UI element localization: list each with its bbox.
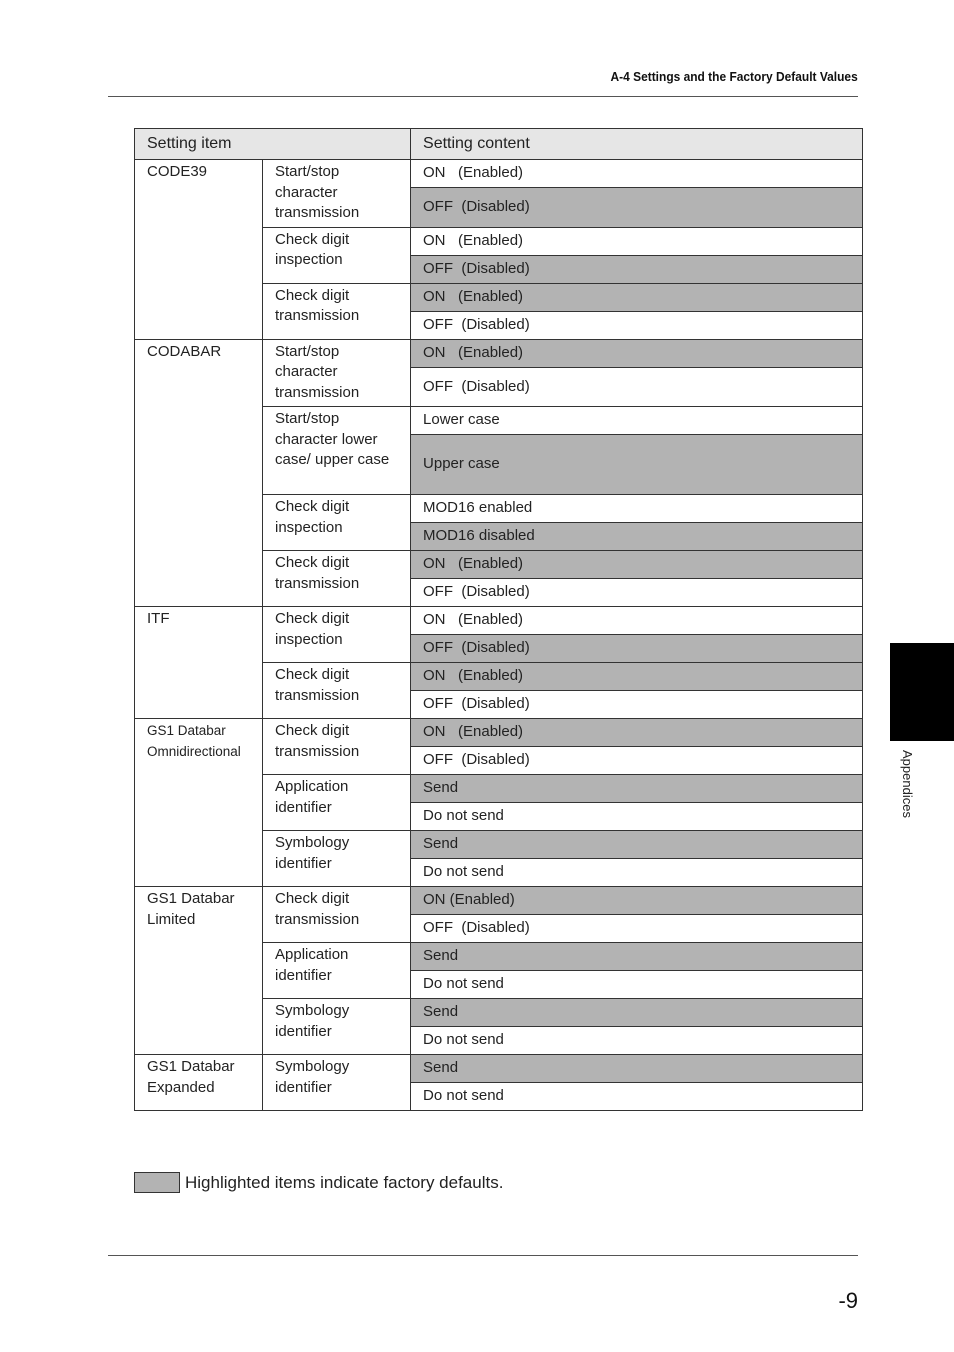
- setting-option-default: Send: [411, 1055, 863, 1083]
- setting-option-default: ON (Enabled): [411, 283, 863, 311]
- setting-option: OFF (Disabled): [411, 747, 863, 775]
- settings-table: [134, 128, 863, 1111]
- setting-option-default: ON (Enabled): [411, 551, 863, 579]
- symbology-name: CODABAR: [135, 339, 263, 607]
- section-tab: [890, 643, 954, 741]
- setting-option-default: Upper case: [411, 435, 863, 495]
- setting-option-default: Send: [411, 775, 863, 803]
- setting-option-default: OFF (Disabled): [411, 255, 863, 283]
- table-body: [135, 160, 863, 1111]
- setting-option: Do not send: [411, 859, 863, 887]
- symbology-name: GS1 Databar Limited: [135, 887, 263, 1055]
- symbology-name: GS1 Databar Expanded: [135, 1055, 263, 1111]
- running-header: A-4 Settings and the Factory Default Values: [610, 69, 858, 84]
- setting-item: Start/stop character transmission: [263, 160, 411, 228]
- setting-option: OFF (Disabled): [411, 579, 863, 607]
- symbology-name: ITF: [135, 607, 263, 719]
- table-row: [135, 607, 863, 635]
- setting-item: Check digit transmission: [263, 283, 411, 339]
- column-header-setting-content: Setting content: [411, 129, 863, 160]
- footer-divider: [108, 1255, 858, 1256]
- setting-option: MOD16 enabled: [411, 495, 863, 523]
- setting-option-default: ON (Enabled): [411, 887, 863, 915]
- setting-item: Check digit inspection: [263, 227, 411, 283]
- setting-item: Check digit transmission: [263, 719, 411, 775]
- setting-option-default: OFF (Disabled): [411, 635, 863, 663]
- setting-item: Check digit inspection: [263, 607, 411, 663]
- setting-item: Check digit transmission: [263, 551, 411, 607]
- column-header-setting-item: Setting item: [135, 129, 411, 160]
- setting-option: ON (Enabled): [411, 227, 863, 255]
- setting-item: Check digit transmission: [263, 663, 411, 719]
- table-row: [135, 160, 863, 188]
- setting-item: Start/stop character transmission: [263, 339, 411, 407]
- header-divider: [108, 96, 858, 97]
- setting-option: OFF (Disabled): [411, 915, 863, 943]
- setting-option-default: ON (Enabled): [411, 719, 863, 747]
- setting-option: Do not send: [411, 1027, 863, 1055]
- setting-item: Symbology identifier: [263, 999, 411, 1055]
- symbology-name: GS1 Databar Omnidirectional: [135, 719, 263, 887]
- setting-item: Check digit inspection: [263, 495, 411, 551]
- section-tab-label: Appendices: [900, 750, 915, 818]
- table-row: [135, 1055, 863, 1083]
- setting-item: Check digit transmission: [263, 887, 411, 943]
- setting-option-default: Send: [411, 999, 863, 1027]
- setting-item: Symbology identifier: [263, 1055, 411, 1111]
- setting-option: Lower case: [411, 407, 863, 435]
- setting-item: Application identifier: [263, 775, 411, 831]
- setting-option: Do not send: [411, 971, 863, 999]
- setting-option: OFF (Disabled): [411, 311, 863, 339]
- setting-option: Do not send: [411, 1083, 863, 1111]
- table-row: [135, 719, 863, 747]
- setting-option-default: ON (Enabled): [411, 663, 863, 691]
- setting-option-default: ON (Enabled): [411, 339, 863, 367]
- setting-item: Start/stop character lower case/ upper case: [263, 407, 411, 495]
- legend: [134, 1172, 503, 1193]
- setting-item: Application identifier: [263, 943, 411, 999]
- setting-option-default: Send: [411, 831, 863, 859]
- setting-option: OFF (Disabled): [411, 367, 863, 407]
- setting-option-default: OFF (Disabled): [411, 188, 863, 228]
- setting-option-default: Send: [411, 943, 863, 971]
- setting-option-default: MOD16 disabled: [411, 523, 863, 551]
- table-row: [135, 887, 863, 915]
- setting-option: ON (Enabled): [411, 160, 863, 188]
- legend-swatch: [134, 1172, 180, 1193]
- page-number: -9: [838, 1288, 858, 1313]
- setting-item: Symbology identifier: [263, 831, 411, 887]
- table-row: [135, 339, 863, 367]
- table-header-row: [135, 129, 863, 160]
- setting-option: OFF (Disabled): [411, 691, 863, 719]
- setting-option: Do not send: [411, 803, 863, 831]
- symbology-name: CODE39: [135, 160, 263, 340]
- setting-option: ON (Enabled): [411, 607, 863, 635]
- legend-text: Highlighted items indicate factory defaults.: [185, 1172, 504, 1192]
